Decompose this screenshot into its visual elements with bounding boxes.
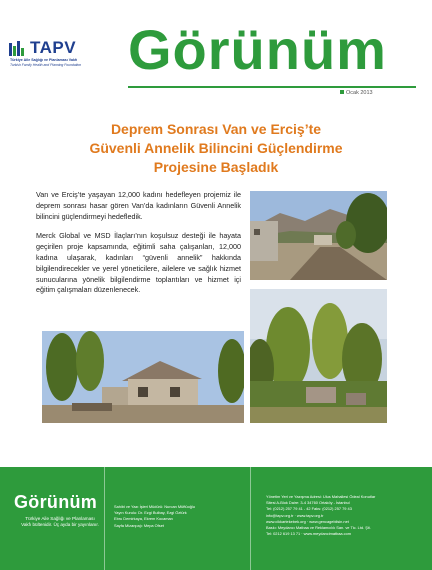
- credit-line: Ebru Demirkaya, Ekrem Kocaman: [114, 516, 173, 522]
- village-houses-photo: [42, 331, 244, 423]
- footer-credits: [114, 504, 244, 529]
- contact-line: Sitesi A-Blok Daire: 3-4 34760 Ortaköy - İstanbul: [266, 500, 350, 506]
- logo-name: TAPV: [30, 38, 77, 57]
- issue-date: [340, 90, 373, 96]
- headline-line: Projesine Başladık: [153, 159, 279, 175]
- headline-line: Güvenli Annelik Bilincini Güçlendirme: [89, 140, 343, 156]
- credit-line: Sayfa Mizanpajı: Mepa Ofset: [114, 522, 164, 528]
- contact-line: info@tapv.org.tr · www.tapv.org.tr: [266, 512, 324, 518]
- issue-bullet-icon: [340, 90, 344, 94]
- article-headline: [60, 120, 372, 177]
- footer-title: Görünüm: [14, 492, 98, 512]
- credit-line: Yayın Kurulu: Dr. Ezgi Bulbay, Ezgi Öztürk: [114, 510, 187, 516]
- issue-date-text: Ocak 2013: [346, 90, 373, 96]
- contact-line: Yönetim Yeri ve Yazışma Adresi: Ulus Mahallesi Ödeal Konutlar: [266, 494, 376, 499]
- logo-tagline-en: Turkish Family Health and Planning Foundation: [10, 63, 82, 67]
- masthead-rule: [128, 86, 416, 88]
- footer-contact: [266, 494, 426, 537]
- village-trees-photo: [250, 289, 387, 423]
- footer-tagline: Türkiye Aile Sağlığı ve Planlaması Vakfı bültenidir. Üç ayda bir yayınlanır.: [21, 516, 99, 528]
- contact-line: www.cikkartekebek.org · www.gencagebilsin.net: [266, 518, 349, 524]
- article-body: [36, 190, 241, 305]
- article-paragraph: Merck Global ve MSD İlaçları’nın koşulsuz desteği ile hayata geçirilen proje kapsamında, eğitimli saha çalışanları, 12,000 kadına ulaşarak, kadınları “güvenli annelik” hakkında bilgilendirecekler ve yerel yöneticilere, ailelere ve sağlık hizmet sunucularına yönelik bilgilendirme toplantıları ve hizmet içi eğitim çalışmaları düzenlenecek.: [36, 231, 241, 295]
- tapv-emblem-icon: [8, 40, 26, 58]
- article-paragraph: Van ve Erciş’te yaşayan 12,000 kadını hedefleyen projemiz ile deprem sonrası hasar gören Van’da kadınların Güvenli Annelik bilincini güçlendirmeyi hedefledik.: [36, 190, 241, 221]
- headline-line: Deprem Sonrası Van ve Erciş’te: [110, 121, 322, 137]
- masthead-title: Görünüm: [128, 18, 387, 81]
- credit-line: Sahibi ve Yazı İşleri Müdürü: Nurcan Müftüoğlu: [114, 504, 195, 509]
- tapv-logo: [8, 38, 120, 72]
- logo-tagline-tr: Türkiye Aile Sağlığı ve Planlaması Vakfı: [10, 58, 78, 62]
- contact-line: Baskı: Meydancı Matbaa ve Reklamcılık San. ve Tic. Ltd. Şti.: [266, 525, 371, 531]
- footer-band: [0, 467, 432, 570]
- contact-line: Tel: (0212) 257 79 41 - 42 Faks: (0212) 257 79 43: [266, 506, 352, 512]
- footer-divider: [104, 467, 105, 570]
- footer-divider: [250, 467, 251, 570]
- village-mountain-photo: [250, 191, 387, 280]
- contact-line: Tel: 0212 619 13 71 · www.meydancimatbaa.com: [266, 531, 351, 537]
